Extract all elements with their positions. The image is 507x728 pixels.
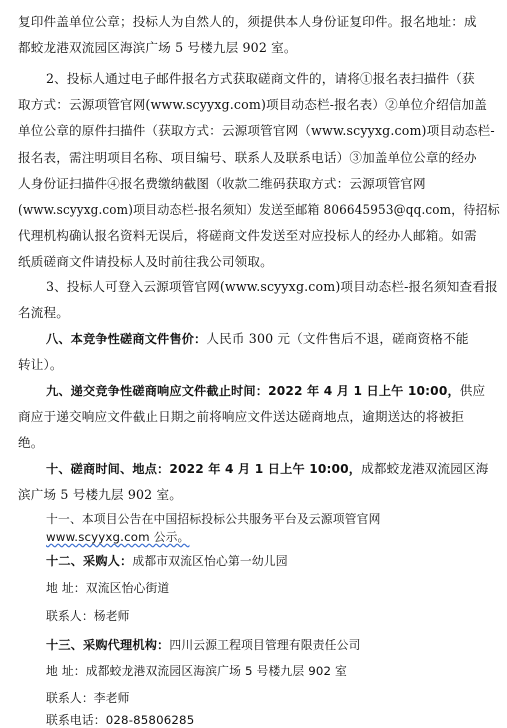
text-line: 人身份证扫描件④报名费缴纳截图（收款二维码获取方式：云源项管官网 <box>18 176 426 191</box>
text-line: 报名表，需注明项目名称、项目编号、联系人及联系电话）③加盖单位公章的经办 <box>18 150 477 165</box>
text-line: 代理机构确认报名资料无误后，将磋商文件发送至对应投标人的经办人邮箱。如需 <box>18 228 477 243</box>
text-line: 2、投标人通过电子邮件报名方式获取磋商文件的，请将①报名表扫描件（获 <box>46 71 475 86</box>
text-line: 供应 <box>459 383 486 398</box>
text-line: 都蛟龙港双流园区海滨广场 5 号楼九层 902 室。 <box>18 40 297 55</box>
text-line: (www.scyyxg.com)项目动态栏-报名须知）发送至邮箱 806645953@qq.com，待招标 <box>18 202 500 217</box>
agency-address: 地 址：成都蛟龙港双流园区海滨广场 5 号楼九层 902 室 <box>46 664 348 678</box>
text-line: 取方式：云源项管官网(www.scyyxg.com)项目动态栏-报名表）②单位介绍信加盖 <box>18 97 488 112</box>
agency-phone: 联系电话：028-85806285 <box>46 713 195 727</box>
section-heading: 八、本竞争性磋商文件售价： <box>46 332 207 346</box>
section-heading: 十三、采购代理机构： <box>46 638 170 652</box>
text-line: 人民币 300 元（文件售后不退，磋商资格不能 <box>206 331 469 346</box>
section-8 <box>46 331 469 347</box>
text-line: 商应于递交响应文件截止日期之前将响应文件送达磋商地点，逾期送达的将被拒 <box>18 409 465 424</box>
website-link[interactable]: www.scyyxg.com 公示。 <box>46 530 190 544</box>
text-line: 复印件盖单位公章；投标人为自然人的，须提供本人身份证复印件。报名地址：成 <box>18 14 477 29</box>
section-heading: 十、磋商时间、地点：2022 年 4 月 1 日上午 10:00， <box>46 462 362 476</box>
section-heading: 十二、采购人： <box>46 554 133 568</box>
section-12 <box>46 553 288 569</box>
section-9 <box>46 383 485 399</box>
purchaser-contact: 联系人：杨老师 <box>46 609 130 623</box>
text-line: 纸质磋商文件请投标人及时前往我公司领取。 <box>18 254 273 269</box>
text-line: 成都蛟龙港双流园区海 <box>361 461 489 476</box>
text-line: 滨广场 5 号楼九层 902 室。 <box>18 487 182 502</box>
section-11: 十一、本项目公告在中国招标投标公共服务平台及云源项管官网 <box>46 512 381 526</box>
text-line: 绝。 <box>18 435 44 450</box>
section-13 <box>46 637 361 653</box>
text-line: 3、投标人可登入云源项管官网(www.scyyxg.com)项目动态栏-报名须知查看报 <box>46 279 498 294</box>
agency-contact: 联系人：李老师 <box>46 691 130 705</box>
text-line: 单位公章的原件扫描件（获取方式：云源项管官网（www.scyyxg.com)项目动态栏- <box>18 123 495 138</box>
section-10 <box>46 461 489 477</box>
text-line: 名流程。 <box>18 305 69 320</box>
purchaser-address: 地 址：双流区怡心街道 <box>46 581 170 595</box>
text-line: 转让）。 <box>18 357 63 372</box>
agency-name: 四川云源工程项目管理有限责任公司 <box>169 638 361 652</box>
section-heading: 九、递交竞争性磋商响应文件截止时间：2022 年 4 月 1 日上午 10:00， <box>46 384 460 398</box>
purchaser-name: 成都市双流区怡心第一幼儿园 <box>132 554 288 568</box>
